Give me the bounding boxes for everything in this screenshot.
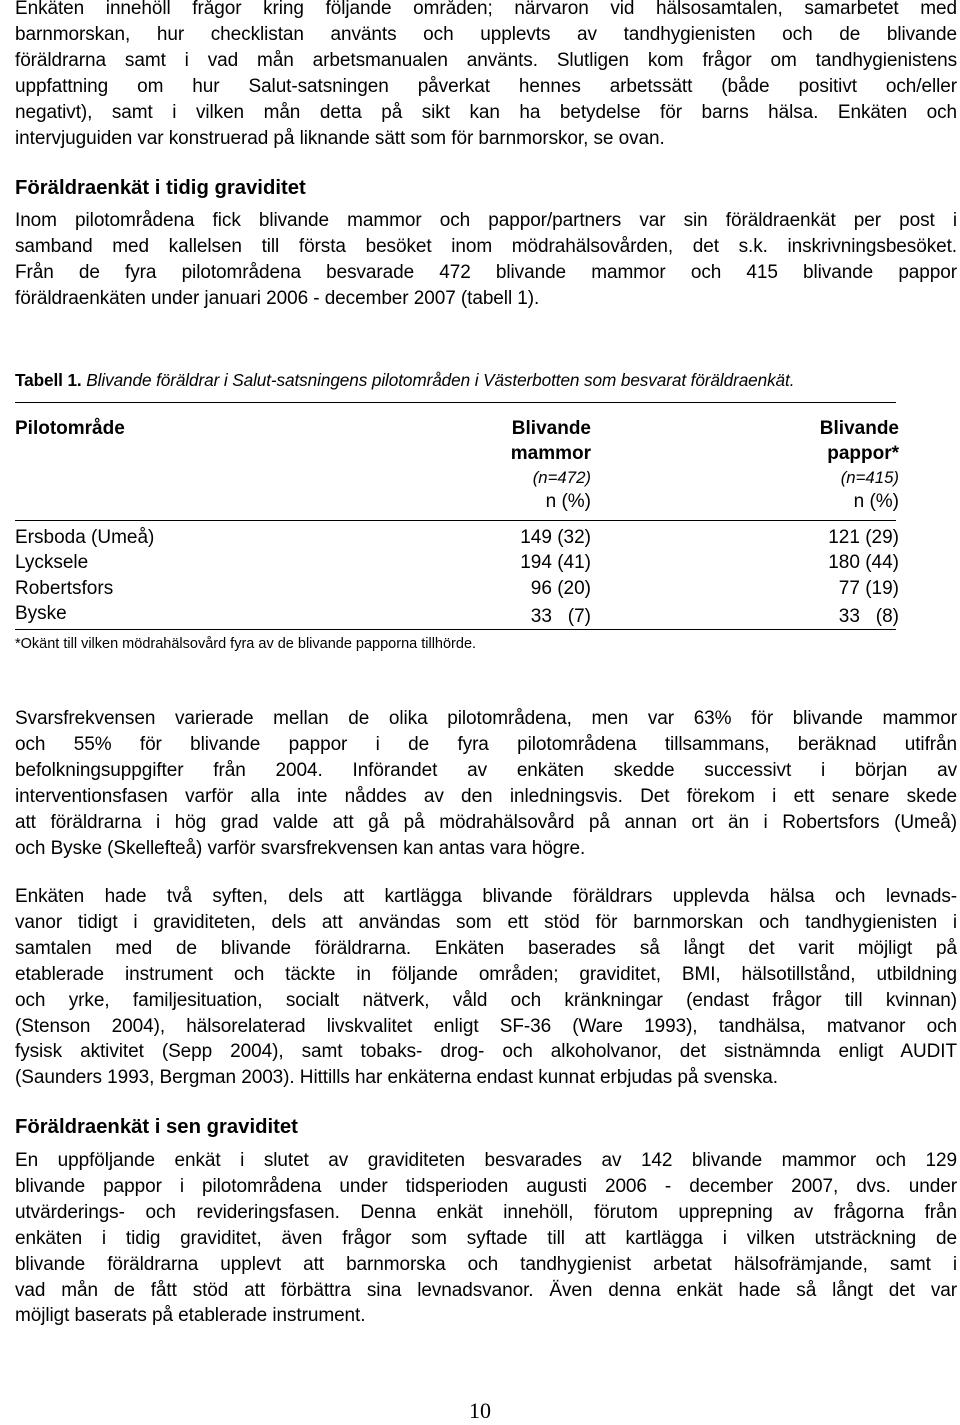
table-cell-area: Ersboda (Umeå) xyxy=(15,527,155,548)
text-line: samtalen med de blivande föräldrarna. Enkäten baserades så långt det varit möjligt på xyxy=(15,937,957,959)
column-header-fathers-1: Blivande xyxy=(819,418,899,439)
text-line: barnmorskan, hur checklistan använts och upplevts av tandhygienisten och de blivande xyxy=(15,23,957,45)
paragraph-response-rate xyxy=(15,706,957,861)
column-n-fathers: (n=415) xyxy=(840,468,899,487)
text-line: Enkäten innehöll frågor kring följande områden; närvaron vid hälsosamtalen, samarbetet med xyxy=(15,0,957,19)
column-header-area: Pilotområde xyxy=(15,418,125,439)
table-cell-fathers: 180 (44) xyxy=(828,552,899,573)
text-line: samband med kallelsen till första besöket inom mödrahälsovården, det s.k. inskrivningsbesöket. xyxy=(15,235,957,257)
page-number: 10 xyxy=(469,1398,491,1423)
table-cell-mothers: 33 (7) xyxy=(530,606,591,627)
text-line: (Stenson 2004), hälsorelaterad livskvalitet enligt SF-36 (Ware 1993), tandhälsa, matvanor och xyxy=(15,1015,957,1037)
text-line: Svarsfrekvensen varierade mellan de olika pilotområdena, men var 63% för blivande mammor xyxy=(15,708,957,729)
text-line: uppfattning om hur Salut-satsningen påverkat hennes arbetssätt (både positivt och/eller xyxy=(15,75,957,97)
text-line: och yrke, familjesituation, socialt nätverk, våld och kränkningar (endast frågor till kvinnan) xyxy=(15,989,957,1011)
paragraph-early-pregnancy xyxy=(15,208,957,312)
text-line: enkäten i tidig graviditet, även frågor som syftade till att kartlägga i vilken utsträckning de xyxy=(15,1227,957,1249)
table-cell-mothers: 194 (41) xyxy=(520,552,591,573)
text-line: blivande föräldrarna upplevt att barnmorska och tandhygienist arbetat hälsofrämjande, samt i xyxy=(15,1253,957,1275)
text-line: föräldrarna samt i vad mån arbetsmanualen använts. Slutligen kom frågor om tandhygienistens xyxy=(15,49,957,71)
section-heading xyxy=(15,175,957,201)
paragraph-intro xyxy=(15,0,957,151)
text-line: fysisk aktivitet (Sepp 2004), samt tobaks- drog- och alkoholvanor, det sistnämnda enligt AUDIT xyxy=(15,1041,957,1063)
text-line: vad mån de fått stöd att förbättra sina levnadsvanor. Även denna enkät hade så långt det var xyxy=(15,1279,957,1301)
text-line: utvärderings- och revideringsfasen. Denna enkät innehöll, förutom upprepning av frågorna från xyxy=(15,1201,957,1223)
table-cell-mothers: 149 (32) xyxy=(520,527,591,548)
text-line: möjligt baserats på etablerade instrument. xyxy=(15,1305,366,1327)
table-cell-area: Lycksele xyxy=(15,552,89,573)
text-line: föräldraenkäten under januari 2006 - december 2007 (tabell 1). xyxy=(15,287,540,309)
table-cell-mothers: 96 (20) xyxy=(530,578,591,599)
text-line: och 55% för blivande pappor i de fyra pilotområdena tillsammans, beräknad utifrån xyxy=(15,733,957,755)
table-footnote: *Okänt till vilken mödrahälsovård fyra av de blivande papporna tillhörde. xyxy=(15,636,477,652)
column-header-fathers-2: pappor* xyxy=(827,443,899,464)
text-line: (Saunders 1993, Bergman 2003). Hittills har enkäterna endast kunnat erbjudas på svenska. xyxy=(15,1067,778,1089)
section-heading xyxy=(15,1114,957,1140)
table-top-rule xyxy=(15,402,896,403)
table-cell-area: Byske xyxy=(15,603,67,624)
column-unit-fathers: n (%) xyxy=(853,491,899,512)
text-line: Enkäten hade två syften, dels att kartlägga blivande föräldrars upplevda hälsa och levnads- xyxy=(15,886,957,907)
caption-label: Tabell 1. xyxy=(15,370,82,390)
text-line: och Byske (Skellefteå) varför svarsfrekvensen kan antas vara högre. xyxy=(15,837,586,859)
text-line: vanor tidigt i graviditeten, dels att användas som ett stöd för barnmorskan och tandhygienisten i xyxy=(15,911,957,933)
table-cell-fathers: 33 (8) xyxy=(838,606,899,627)
text-line: befolkningsuppgifter från 2004. Införandet av enkäten skedde successivt i början av xyxy=(15,759,957,781)
table-cell-fathers: 77 (19) xyxy=(838,578,899,599)
text-line: interventionsfasen varför alla inte nåddes av den inledningsvis. Det förekom i ett senare skede xyxy=(15,785,957,807)
paragraph-survey-purpose xyxy=(15,884,957,1091)
table-cell-fathers: 121 (29) xyxy=(828,527,899,548)
table-caption xyxy=(15,369,957,391)
heading-text: Föräldraenkät i sen graviditet xyxy=(15,1116,298,1138)
text-line: att föräldrarna i hög grad valde att gå på mödrahälsovård på annan ort än i Robertsfors (Umeå) xyxy=(15,811,957,833)
heading-text: Föräldraenkät i tidig graviditet xyxy=(15,177,306,199)
table-cell-area: Robertsfors xyxy=(15,578,114,599)
text-line: En uppföljande enkät i slutet av graviditeten besvarades av 142 blivande mammor och 129 xyxy=(15,1150,957,1171)
text-line: etablerade instrument och täckte in följande områden; graviditet, BMI, hälsotillstånd, utbildning xyxy=(15,963,957,985)
caption-text: Blivande föräldrar i Salut-satsningens pilotområden i Västerbotten som besvarat föräldraenkät. xyxy=(81,370,795,390)
text-line: negativt), samt i vilken mån detta på sikt kan ha betydelse för barns hälsa. Enkäten och xyxy=(15,101,957,123)
text-line: blivande pappor i pilotområdena under tidsperioden augusti 2006 - december 2007, dvs. under xyxy=(15,1175,957,1197)
column-header-mothers-1: Blivande xyxy=(511,418,591,439)
table-bottom-rule xyxy=(15,629,896,630)
text-line: Inom pilotområdena fick blivande mammor och pappor/partners var sin föräldraenkät per post i xyxy=(15,210,957,231)
text-line: intervjuguiden var konstruerad på liknande sätt som för barnmorskor, se ovan. xyxy=(15,127,665,149)
column-n-mothers: (n=472) xyxy=(532,468,591,487)
column-header-mothers-2: mammor xyxy=(510,443,591,464)
column-unit-mothers: n (%) xyxy=(545,491,591,512)
text-line: Från de fyra pilotområdena besvarade 472 blivande mammor och 415 blivande pappor xyxy=(15,261,957,283)
paragraph-late-pregnancy xyxy=(15,1148,957,1329)
table-header-rule xyxy=(15,520,896,521)
